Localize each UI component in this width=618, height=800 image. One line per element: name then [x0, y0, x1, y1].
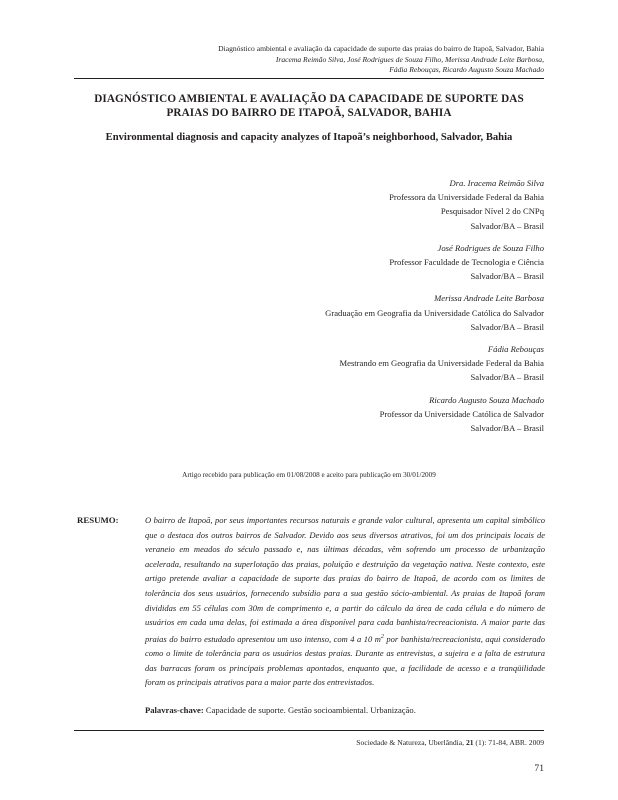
header-rule: [74, 78, 544, 79]
author-block: [325, 176, 544, 233]
author-location: Salvador/BA – Brasil: [470, 271, 544, 282]
title-portuguese: DIAGNÓSTICO AMBIENTAL E AVALIAÇÃO DA CAPACIDADE DE SUPORTE DAS PRAIAS DO BAIRRO DE ITAPOÃ, SALVADOR, BAHIA: [94, 93, 524, 119]
footer-rule: [74, 730, 544, 731]
received-note: Artigo recebido para publicação em 01/08/2008 e aceito para publicação em 30/01/2009: [182, 471, 436, 479]
journal-volume: 21: [465, 738, 474, 747]
author-location: Salvador/BA – Brasil: [470, 321, 544, 332]
abstract-superscript: 2: [380, 633, 384, 640]
journal-footer: [356, 738, 544, 747]
author-affiliation: Professor Faculdade de Tecnologia e Ciência: [389, 257, 544, 268]
abstract-text: [145, 513, 545, 690]
author-block: [325, 342, 544, 385]
running-header-authors-line1: Iracema Reimão Silva, José Rodrigues de Souza Filho, Merissa Andrade Leite Barbosa,: [275, 54, 544, 64]
running-header-authors-line2: Fádia Rebouças, Ricardo Augusto Souza Machado: [389, 65, 544, 75]
author-name: Dra. Iracema Reimão Silva: [449, 178, 544, 188]
abstract-text-part: por banhista/recreacionista, aqui considerado como o limite de tolerância para os usuários destas praias. Durante as entrevistas, a sujeira e a falta de estrutura das barracas foram os principais problemas apontados, enquanto que, a facilidade de acesso e a tranqüilidade foram os principais atrativos para a maior parte dos entrevistados.: [145, 633, 545, 688]
keywords-text: Capacidade de suporte. Gestão socioambiental. Urbanização.: [205, 705, 416, 715]
author-name: José Rodrigues de Souza Filho: [437, 242, 544, 253]
abstract-text-part: O bairro de Itapoã, por seus importantes recursos naturais e grande valor cultural, apresenta um capital simbólico que o destaca dos outros bairros de Salvador. Devido aos seus diversos atrativos, foi um dos principais locais de veraneio em meados do século passado e, nas últimas décadas, vêm sofrendo um processo de urbanização acelerada, resultando na superlotação das praias, poluição e destruição da vegetação nativa. Neste contexto, este artigo pretende avaliar a capacidade de suporte das praias do bairro de Itapoã, de acordo com os limites de tolerância dos seus usuários, fornecendo subsídio para a sua gestão sócio-ambiental. As praias de Itapoã foram divididas em 55 células com 30m de comprimento e, a partir do cálculo da área de cada célula e do número de usuários em cada uma delas, foi estimada a área disponível para cada banhista/recreacionista. A maior parte das praias do bairro estudado apresentou um uso intenso, com 4 a 10 m: [145, 515, 545, 644]
keywords: [145, 705, 416, 715]
author-affiliation: Pesquisador Nível 2 do CNPq: [440, 206, 544, 217]
author-block: [325, 241, 544, 284]
author-block: [325, 291, 544, 334]
journal-name: Sociedade & Natureza, Uberlândia,: [356, 738, 466, 747]
author-affiliation: Mestrando em Geografia da Universidade Federal da Bahia: [339, 358, 544, 369]
author-location: Salvador/BA – Brasil: [470, 220, 544, 231]
author-block: [325, 393, 544, 436]
author-affiliation: Professora da Universidade Federal da Bahia: [389, 192, 544, 203]
author-name: Ricardo Augusto Souza Machado: [429, 394, 544, 405]
author-affiliation: Graduação em Geografia da Universidade Católica do Salvador: [325, 307, 544, 318]
running-header-title: Diagnóstico ambiental e avaliação da capacidade de suporte das praias do bairro de Itapoã, Salvador, Bahia: [218, 44, 544, 53]
journal-issue: (1): 71-84, ABR. 2009: [473, 738, 544, 747]
author-affiliation: Professor da Universidade Católica de Salvador: [379, 408, 544, 419]
page-number: 71: [534, 763, 544, 774]
author-name: Fádia Rebouças: [487, 344, 544, 355]
author-list: [325, 176, 544, 443]
abstract-label: RESUMO:: [77, 515, 119, 525]
author-location: Salvador/BA – Brasil: [470, 372, 544, 383]
author-location: Salvador/BA – Brasil: [470, 423, 544, 434]
author-name: Merissa Andrade Leite Barbosa: [434, 293, 544, 304]
title-english: Environmental diagnosis and capacity analyzes of Itapoã’s neighborhood, Salvador, Bahia: [105, 132, 513, 143]
keywords-label: Palavras-chave:: [145, 705, 204, 715]
running-header: [218, 44, 544, 76]
